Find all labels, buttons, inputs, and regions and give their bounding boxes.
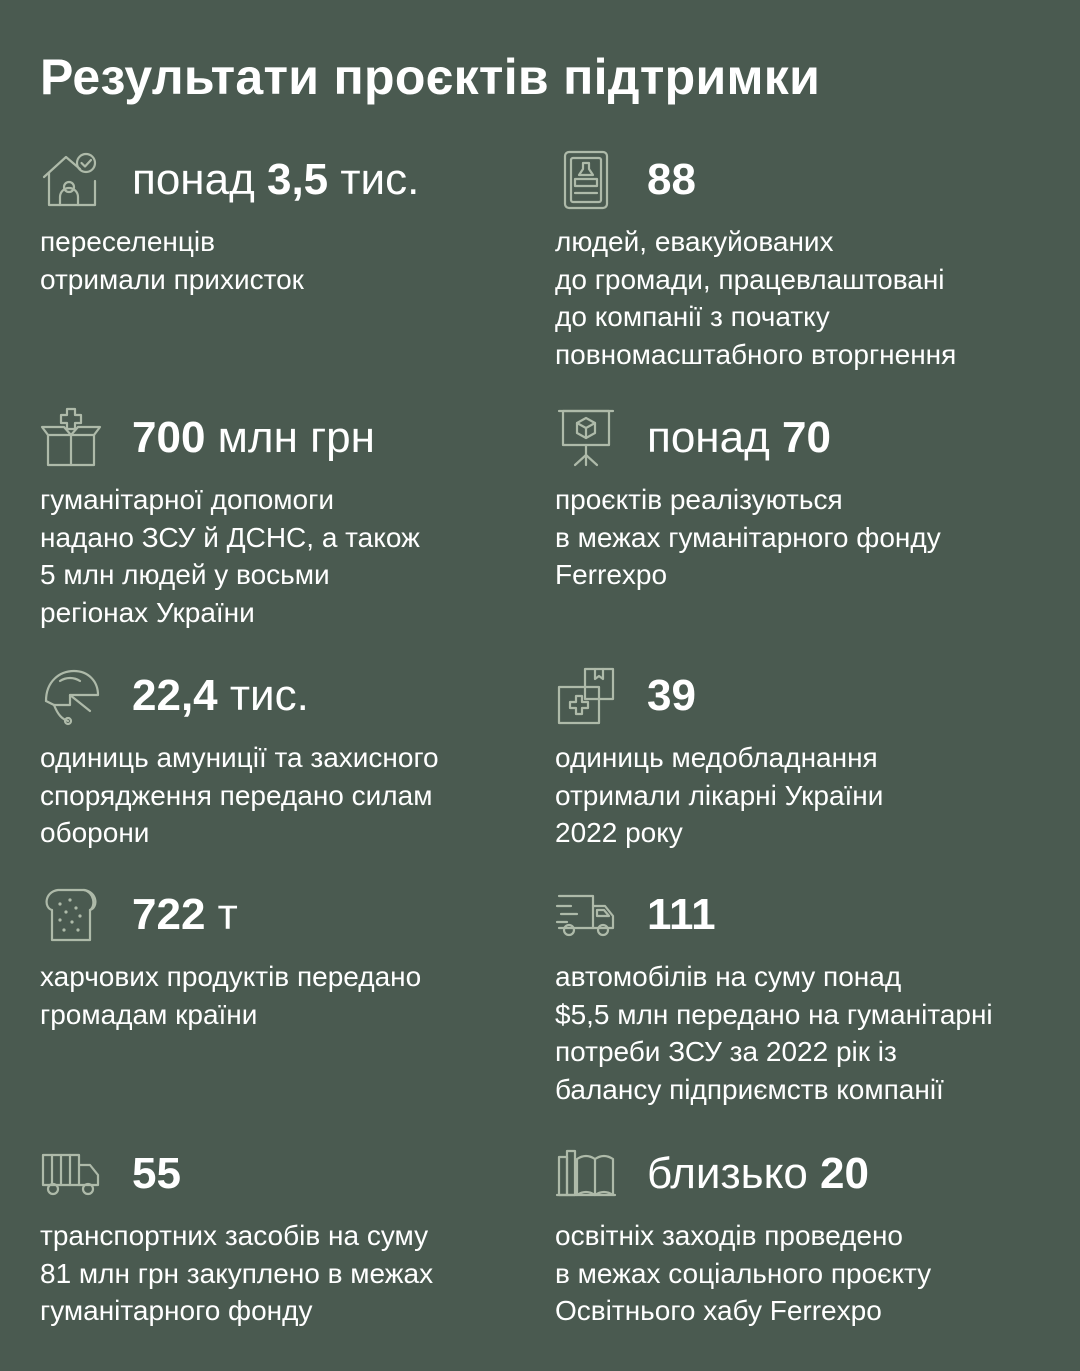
stat-headline [132, 154, 419, 206]
stat-projects-implemented [555, 403, 1065, 594]
stat-ammunition-units [40, 661, 550, 852]
stat-description: автомобілів на суму понад $5,5 млн передано на гуманітарні потреби ЗСУ за 2022 рік із балансу підприємств компанії [555, 961, 993, 1105]
stat-prefix: понад [647, 413, 782, 462]
stat-vehicles-transferred [555, 880, 1065, 1108]
medical-equipment-icon [555, 665, 617, 727]
stat-headline [132, 670, 309, 722]
stat-description: освітніх заходів проведено в межах соціального проєкту Освітнього хабу Ferrexpo [555, 1220, 932, 1326]
house-with-person-check-icon [40, 149, 102, 211]
stat-transport-vehicles [40, 1139, 550, 1330]
stat-headline [132, 889, 238, 941]
stat-medical-equipment [555, 661, 1065, 852]
helmet-icon [40, 665, 102, 727]
stat-headline [132, 412, 375, 464]
stat-description: переселенців отримали прихисток [40, 226, 304, 295]
stat-suffix: т [205, 890, 238, 939]
stat-humanitarian-aid [40, 403, 550, 631]
presentation-board-icon [555, 407, 617, 469]
stat-suffix: тис. [217, 671, 309, 720]
stat-number: 700 [132, 413, 206, 462]
stat-number: 39 [647, 671, 696, 720]
stat-description: людей, евакуйованих до громади, працевлаштовані до компанії з початку повномасштабного вторгнення [555, 226, 957, 370]
stat-prefix: близько [647, 1149, 821, 1198]
stat-number: 111 [647, 890, 716, 939]
stat-displaced-people [40, 145, 550, 298]
stat-headline [647, 1148, 869, 1200]
stat-number: 55 [132, 1149, 181, 1198]
stat-headline [647, 412, 831, 464]
stat-headline [647, 670, 696, 722]
fast-truck-icon [555, 884, 617, 946]
stat-educational-events [555, 1139, 1065, 1330]
stat-number: 70 [781, 413, 831, 462]
id-badge-icon [555, 149, 617, 211]
stat-number: 722 [132, 890, 206, 939]
stat-description: проєктів реалізуються в межах гуманітарного фонду Ferrexpo [555, 484, 941, 590]
stat-description: транспортних засобів на суму 81 млн грн закуплено в межах гуманітарного фонду [40, 1220, 434, 1326]
stat-prefix: понад [132, 155, 267, 204]
stat-description: одиниць амуниції та захисного спорядження передано силам оборони [40, 742, 439, 848]
open-books-icon [555, 1143, 617, 1205]
stat-evacuees-employed [555, 145, 1065, 373]
stat-description: гуманітарної допомоги надано ЗСУ й ДСНС, а також 5 млн людей у восьми регіонах України [40, 484, 420, 628]
stat-headline [647, 154, 696, 206]
stat-description: харчових продуктів передано громадам країни [40, 961, 422, 1030]
stat-number: 20 [820, 1149, 869, 1198]
truck-icon [40, 1143, 102, 1205]
page-title: Результати проєктів підтримки [40, 49, 821, 105]
humanitarian-box-cross-icon [40, 407, 102, 469]
stat-description: одиниць медобладнання отримали лікарні України 2022 року [555, 742, 884, 848]
stat-suffix: тис. [328, 155, 420, 204]
stat-food-products [40, 880, 550, 1033]
stat-suffix: млн грн [205, 413, 375, 462]
stat-number: 22,4 [132, 671, 218, 720]
stat-number: 3,5 [266, 155, 329, 204]
stat-headline [647, 889, 716, 941]
stat-headline [132, 1148, 181, 1200]
stat-number: 88 [647, 155, 696, 204]
bread-icon [40, 884, 102, 946]
